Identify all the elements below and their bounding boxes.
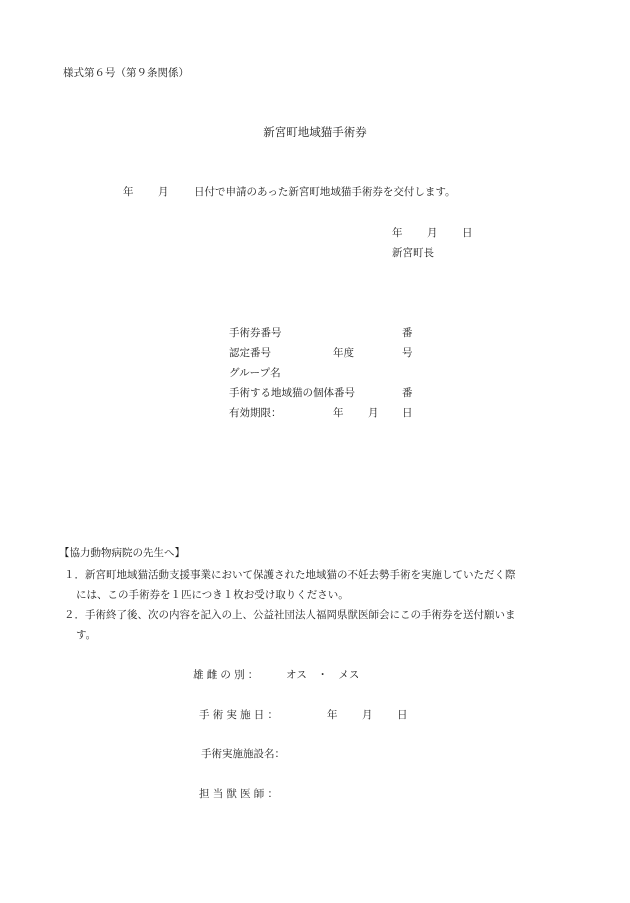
signature-day-unit: 日 [462,227,473,239]
notice-heading: 【協力動物病院の先生へ】 [59,547,185,559]
facility-label: 手術実施施設名： [201,748,285,760]
notice-item-1-line-2: には、この手術券を１匹につき１枚お受け取りください。 [76,589,349,601]
signature-month-unit: 月 [427,227,438,239]
issue-text: 日付で申請のあった新宮町地域猫手術券を交付します。 [194,186,456,198]
signature-year-unit: 年 [392,227,403,239]
cat-id-label: 手術する地域猫の個体番号 [229,387,355,399]
expiry-month: 月 [368,407,379,419]
notice-item-1-line-1: １．新宮町地域猫活動支援事業において保護された地域猫の不妊去勢手術を実施していただく際 [64,569,516,581]
surgery-month: 月 [362,709,373,721]
certification-suffix: 号 [402,347,413,359]
surgery-year: 年 [327,709,338,721]
sex-options: オス ・ メス [286,669,360,681]
surgery-day: 日 [397,709,408,721]
sex-label: 雄雌の別： [193,669,262,681]
ticket-number-label: 手術券番号 [229,327,282,339]
certification-label: 認定番号 [229,347,271,359]
issuer-name: 新宮町長 [392,247,434,259]
certification-year: 年度 [333,347,354,359]
group-name-label: グループ名 [229,367,281,379]
expiry-day: 日 [402,407,413,419]
issue-month-unit: 月 [158,186,169,198]
ticket-number-suffix: 番 [402,327,413,339]
vet-label: 担当獣医師： [199,788,282,800]
issue-year-unit: 年 [123,186,134,198]
notice-item-2-line-1: ２．手術終了後、次の内容を記入の上、公益社団法人福岡県獣医師会にこの手術券を送付願いま [64,609,516,621]
document-title: 新宮町地域猫手術券 [263,125,367,139]
surgery-date-label: 手術実施日： [199,709,282,721]
expiry-label: 有効期限： [229,407,282,419]
notice-item-2-line-2: す。 [76,629,97,641]
cat-id-suffix: 番 [402,387,413,399]
form-number: 様式第６号（第９条関係） [63,67,189,79]
expiry-year: 年 [333,407,344,419]
